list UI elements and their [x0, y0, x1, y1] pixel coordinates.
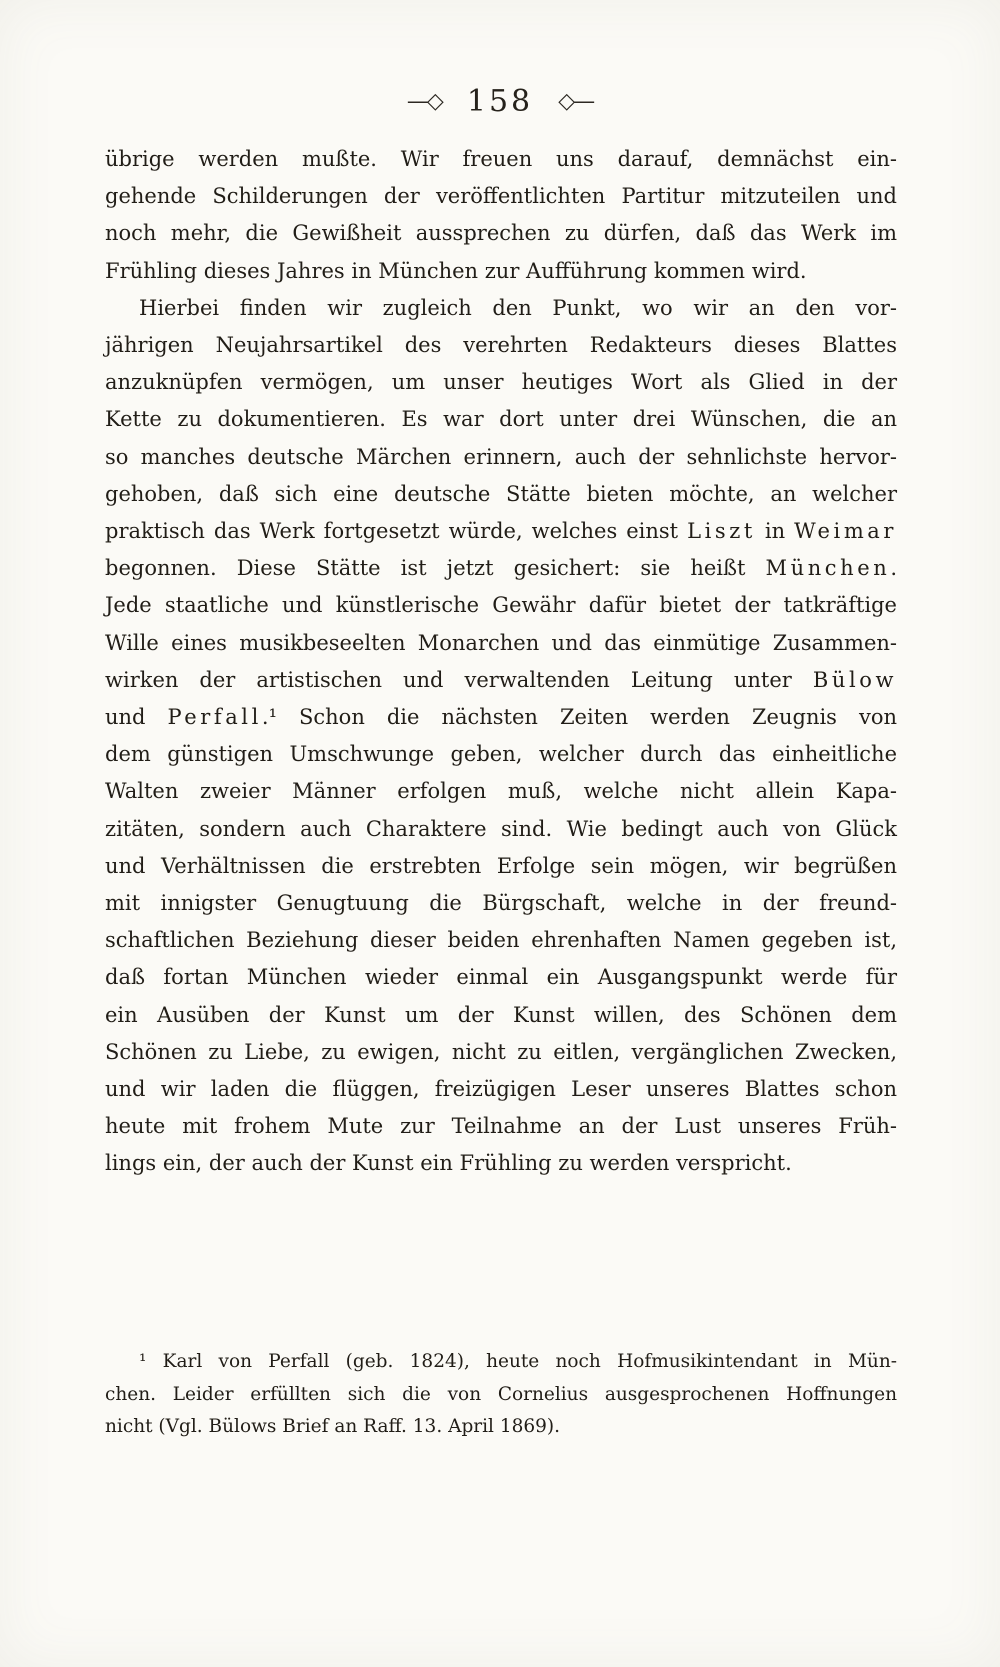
text-segment: Jede staatliche und künstlerische Gewähr dafür bietet der tatkräftige: [105, 593, 897, 618]
text-line: [105, 997, 897, 1034]
text-line: [105, 922, 897, 959]
text-segment: nicht (Vgl. Bülows Brief an Raff. 13. April 1869).: [105, 1416, 561, 1437]
text-line: [105, 1034, 897, 1071]
text-line: [105, 290, 897, 327]
text-line: [105, 959, 897, 996]
text-segment: daß fortan München wieder einmal ein Ausgangspunkt werde für: [105, 965, 897, 990]
emphasized-text: Perfall: [167, 705, 262, 730]
emphasized-text: München: [765, 556, 891, 581]
text-line: [105, 1071, 897, 1108]
text-line: [105, 625, 897, 662]
text-segment: Schönen zu Liebe, zu ewigen, nicht zu eitlen, vergänglichen Zwecken,: [105, 1039, 897, 1064]
emphasized-text: Liszt: [687, 519, 756, 544]
text-line: [105, 811, 897, 848]
text-line: [105, 1379, 897, 1412]
text-line: [105, 253, 897, 290]
text-segment: Hierbei finden wir zugleich den Punkt, wo wir an den vor-: [139, 295, 897, 320]
text-line: [105, 513, 897, 550]
text-segment: schaftlichen Beziehung dieser beiden ehrenhaften Namen gegeben ist,: [105, 928, 897, 953]
text-line: [105, 215, 897, 252]
text-segment: chen. Leider erfüllten sich die von Cornelius ausgesprochenen Hoffnungen: [105, 1383, 897, 1405]
text-line: [105, 1108, 897, 1145]
text-segment: heute mit frohem Mute zur Teilnahme an der Lust unseres Früh-: [105, 1114, 897, 1139]
text-segment: noch mehr, die Gewißheit aussprechen zu dürfen, daß das Werk im: [105, 221, 897, 246]
text-segment: Walten zweier Männer erfolgen muß, welche nicht allein Kapa-: [105, 779, 897, 804]
text-segment: zitäten, sondern auch Charaktere sind. Wie bedingt auch von Glück: [105, 816, 897, 841]
text-segment: dem günstigen Umschwunge geben, welcher durch das einheitliche: [105, 742, 897, 767]
text-line: [105, 327, 897, 364]
text-line: [105, 550, 897, 587]
text-segment: .¹ Schon die nächsten Zeiten werden Zeugnis von: [261, 705, 898, 730]
text-line: [105, 773, 897, 810]
text-segment: Frühling dieses Jahres in München zur Aufführung kommen wird.: [105, 258, 807, 283]
text-segment: und wir laden die flüggen, freizügigen Leser unseres Blattes schon: [105, 1077, 897, 1102]
text-segment: jährigen Neujahrsartikel des verehrten Redakteurs dieses Blattes: [105, 333, 897, 358]
text-segment: so manches deutsche Märchen erinnern, auch der sehnlichste hervor-: [105, 444, 897, 469]
text-segment: ein Ausüben der Kunst um der Kunst willen, des Schönen dem: [105, 1002, 897, 1027]
text-segment: praktisch das Werk fortgesetzt würde, welches einst: [105, 519, 688, 544]
text-segment: lings ein, der auch der Kunst ein Frühling zu werden verspricht.: [105, 1151, 792, 1176]
text-line: [105, 178, 897, 215]
text-segment: mit innigster Genugtuung die Bürgschaft, welche in der freund-: [105, 891, 897, 916]
text-line: [105, 662, 897, 699]
text-segment: Wille eines musikbeseelten Monarchen und das einmütige Zusammen-: [105, 630, 897, 655]
text-segment: in: [755, 519, 795, 544]
page-header: [0, 84, 1000, 119]
text-line: [105, 141, 897, 178]
text-line: [105, 736, 897, 773]
text-line: [105, 699, 897, 736]
text-line: [105, 1411, 897, 1444]
text-segment: Kette zu dokumentieren. Es war dort unter drei Wünschen, die an: [105, 407, 897, 432]
emphasized-text: Bülow: [812, 667, 897, 692]
header-rule-left-icon: —◇: [406, 89, 442, 114]
footnote: [105, 1346, 897, 1444]
text-line: [105, 439, 897, 476]
text-segment: gehende Schilderungen der veröffentlichten Partitur mitzuteilen und: [105, 184, 897, 209]
text-line: [105, 885, 897, 922]
text-segment: ¹ Karl von Perfall (geb. 1824), heute noch Hofmusikintendant in Mün-: [139, 1351, 897, 1372]
page-number: 158: [466, 84, 534, 119]
text-segment: begonnen. Diese Stätte ist jetzt gesichert: sie heißt: [105, 556, 766, 581]
text-line: [105, 364, 897, 401]
body-text: [105, 141, 897, 1183]
text-line: [105, 1145, 897, 1182]
text-line: [105, 401, 897, 438]
text-segment: übrige werden mußte. Wir freuen uns darauf, demnächst ein-: [105, 147, 897, 171]
text-segment: anzuknüpfen vermögen, um unser heutiges Wort als Glied in der: [105, 370, 897, 395]
text-segment: wirken der artistischen und verwaltenden Leitung unter: [105, 667, 813, 692]
text-line: [105, 848, 897, 885]
text-line: [105, 587, 897, 624]
emphasized-text: Weimar: [794, 519, 898, 544]
text-line: [105, 1346, 897, 1379]
header-rule-right-icon: ◇—: [558, 89, 594, 114]
text-segment: und: [105, 705, 168, 730]
text-segment: .: [890, 556, 897, 581]
text-segment: und Verhältnissen die erstrebten Erfolge sein mögen, wir begrüßen: [105, 853, 897, 878]
text-segment: gehoben, daß sich eine deutsche Stätte bieten möchte, an welcher: [105, 481, 897, 506]
text-line: [105, 476, 897, 513]
